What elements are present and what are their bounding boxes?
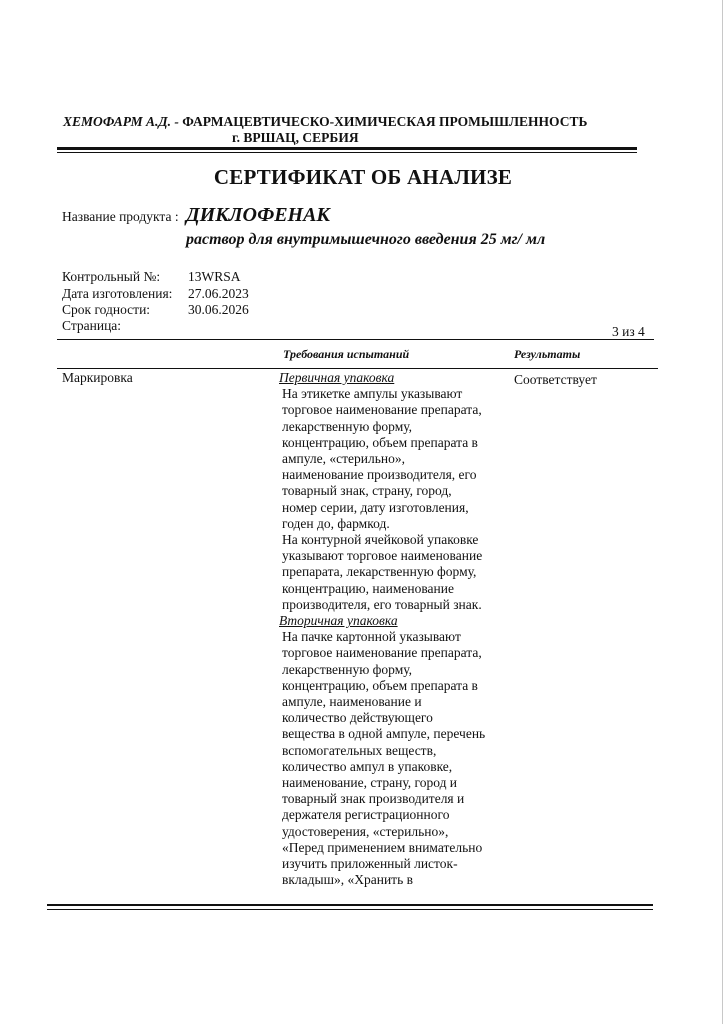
row-result-marking: Соответствует [514,372,597,387]
secondary-packaging-heading: Вторичная упаковка [279,613,398,629]
secondary-line: удостоверения, «стерильно», [282,823,449,839]
secondary-line: количество ампул в упаковке, [282,758,453,774]
requirements-text [279,370,511,889]
product-form: раствор для внутримышечного введения 25 мг/ мл [186,231,546,248]
secondary-line: торговое наименование препарата, [282,645,482,661]
primary-line: торговое наименование препарата, [282,402,482,418]
primary-line: концентрацию, объем препарата в [282,434,478,450]
header-rule-thin [57,152,637,153]
secondary-line: лекарственную форму, [282,661,413,677]
control-number-label: Контрольный №: [62,269,161,284]
secondary-line: На пачке картонной указывают [282,629,461,645]
secondary-line: товарный знак производителя и [282,791,465,807]
primary-line: годен до, фармкод. [282,515,390,531]
company-location: г. ВРШАЦ, СЕРБИЯ [232,130,359,145]
secondary-line: наименование, страну, город и [282,775,458,791]
page-number: 3 из 4 [612,324,645,339]
primary-packaging-heading: Первичная упаковка [279,370,395,385]
row-label-marking: Маркировка [62,370,133,385]
meta-rule [57,339,654,340]
product-name: ДИКЛОФЕНАК [186,204,330,226]
primary-line: концентрацию, наименование [282,580,454,596]
primary-line: товарный знак, страну, город, [282,483,452,499]
expiry-date-label: Срок годности: [62,302,151,317]
primary-line: производителя, его товарный знак. [282,596,482,612]
footer-rule-thick [47,904,653,906]
secondary-line: держателя регистрационного [282,807,450,823]
secondary-line: вспомогательных веществ, [282,742,437,758]
primary-line: номер серии, дату изготовления, [282,499,469,515]
primary-line: указывают торговое наименование [282,548,483,564]
column-header-requirements: Требования испытаний [283,347,410,361]
primary-line: На контурной ячейковой упаковке [282,532,479,548]
column-header-results: Результаты [514,347,581,361]
secondary-line: вещества в одной ампуле, перечень [282,726,486,742]
secondary-line: концентрацию, объем препарата в [282,677,478,693]
primary-line: наименование производителя, его [282,467,477,483]
document-title: СЕРТИФИКАТ ОБ АНАЛИЗЕ [213,165,513,189]
company-name-italic: ХЕМОФАРМ А.Д. - [63,114,179,129]
primary-line: лекарственную форму, [282,418,413,434]
primary-line: препарата, лекарственную форму, [282,564,477,580]
page-edge [722,0,723,1024]
manufacture-date-value: 27.06.2023 [188,286,249,301]
company-name-rest: ФАРМАЦЕВТИЧЕСКО-ХИМИЧЕСКАЯ ПРОМЫШЛЕННОСТЬ [178,114,588,129]
table-header-rule [57,368,658,369]
control-number-value: 13WRSA [188,269,241,284]
secondary-line: ампуле, наименование и [282,694,422,710]
secondary-line: «Перед применением внимательно [282,839,483,855]
secondary-line: вкладыш», «Хранить в [282,872,413,888]
product-label: Название продукта : [62,209,179,224]
primary-line: ампуле, «стерильно», [282,451,405,467]
page-label: Страница: [62,318,122,333]
primary-line: На этикетке ампулы указывают [282,386,463,402]
manufacture-date-label: Дата изготовления: [62,286,173,301]
expiry-date-value: 30.06.2026 [188,302,249,317]
footer-rule-thin [47,909,653,910]
secondary-line: количество действующего [282,710,433,726]
header-rule-thick [57,147,637,150]
secondary-line: изучить приложенный листок- [282,856,458,872]
company-name [63,114,587,130]
